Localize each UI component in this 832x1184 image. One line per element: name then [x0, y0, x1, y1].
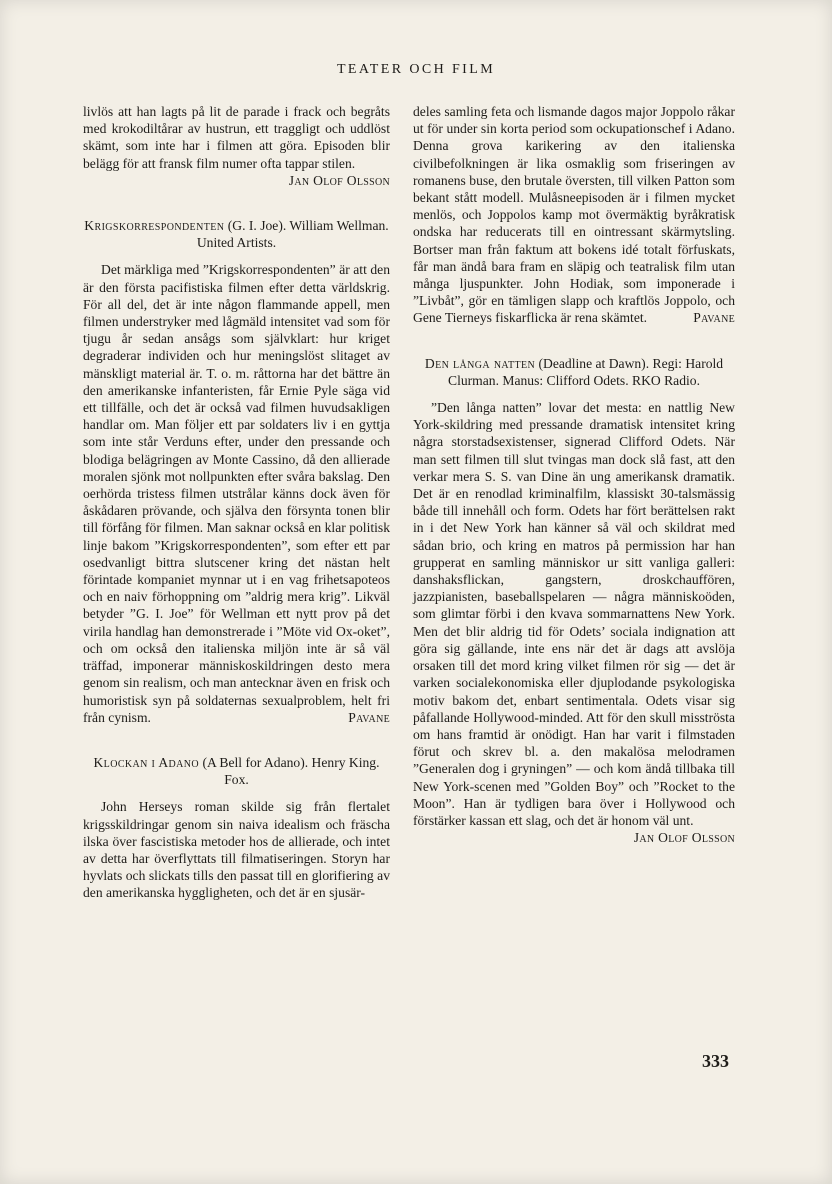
- film-title: Den långa natten: [424, 355, 536, 371]
- film-credits: (Deadline at Dawn). Regi: Harold Clurman. Manus: Clifford Odets. RKO Radio.: [448, 355, 724, 388]
- review-signature: Pavane: [693, 310, 735, 326]
- review-text: [413, 103, 735, 327]
- left-column: [83, 103, 390, 902]
- review-body: deles samling feta och lismande dagos major Joppolo råkar ut för under sin korta period som ockupationschef i Adano. Denna grova karikering av den italienska civilbefolkningen är lika osmaklig som friseringen av romanens buse, den brutale översten, till vilken Patton som bekant stått modell. Mulåsneepisoden är i filmen mycket menlös, och Joppolos kamp mot övermäktig byråkratisk ondska har reducerats till en ointressant skärmytsling. Bortser man från faktum att bokens idé totalt förfuskats, får man ändå bara fram en släpig och teatralisk film utan många ljuspunkter. John Hodiak, som imponerade i ”Livbåt”, gör en tämligen slapp och kraftlös Joppolo, och Gene Tierneys fiskarflicka är rena skämtet.: [413, 104, 735, 326]
- review-heading: [413, 355, 735, 389]
- review-signature: Pavane: [348, 709, 390, 725]
- review-text: livlös att han lagts på lit de parade i frack och begråts med krokodiltårar av hustrun, ett traggligt och uddlöst skämt, som inte har i filmen att göra. Episoden blir belägg för att fransk film numer ofta tappar stilen.: [83, 104, 390, 171]
- review-heading: [83, 217, 390, 251]
- review-text: [83, 261, 390, 725]
- page-number: 333: [702, 1051, 729, 1071]
- review-text: [413, 399, 735, 846]
- film-title: Klockan i Adano: [93, 754, 200, 770]
- film-title: Krigskorrespondenten: [84, 218, 225, 234]
- running-head: TEATER OCH FILM: [336, 62, 496, 77]
- review-text: John Herseys roman skilde sig från flertalet krigsskildringar genom sin naiva idealism och fräscha ilska över fascistiska metoder hos de allierade, och intet av detta har överflyttats till filmatiseringen. Storyn har hyvlats och slickats tills den passat till en glorifiering av den amerikanska hyggligheten, och det är en sjusär-: [83, 799, 390, 901]
- review-signature: Jan Olof Olsson: [288, 172, 390, 188]
- review-body: Det märkliga med ”Krigskorrespondenten” är att den är den första pacifistiska filmen efter detta världskrig. För all del, det är inte någon flammande appell, men filmen understryker med lågmäld intensitet vad som för tjugu år sedan ansågs som självklart: hur kriget degraderar individen och hur meningslöst slitaget av mänskligt material är. T. o. m. råttorna har det bättre än den amerikanske infanteristen, får Ernie Pyle säga vid ett tillfälle, och det är också vad filmen huvudsakligen handlar om. Man följer ett par soldaters liv i en gyttja som inte står Verduns efter, under den pressande och blodiga belägringen av Monte Cassino, då den allierade moralen sjönk mot nollpunkten efter svåra bakslag. Den oerhörda tristess filmen utstrålar känns dock även för åskådaren prövande, och själva den försynta tonen blir till förfång för filmen. Man saknar också en klar politisk linje bakom ”Krigskorrespondenten”, som efter ett par osedvanligt bittra slutscener kring det nästan helt förintade kompaniet mynnar ut i en vag frihetsapoteos och en naiv förhoppning om ”aldrig mera krig”. Likväl betyder ”G. I. Joe” för Wellman ett nytt prov på det virila handlag han demonstrerade i ”Möte vid Ox-oket”, och om också den italienska miljön inte är så väl träffad, imponerar människoskildringen desto mera genom sin realism, och man antecknar även en frisk och humoristisk syn på soldaternas sexualproblem, helt fri från cynism.: [83, 262, 390, 725]
- review-heading: [83, 754, 390, 788]
- film-credits: (A Bell for Adano). Henry King. Fox.: [202, 754, 380, 788]
- film-credits: (G. I. Joe). William Wellman. United Artists.: [196, 218, 389, 251]
- right-column: [413, 103, 735, 846]
- review-body: ”Den långa natten” lovar det mesta: en nattlig New York-skildring med pressande dramatisk intensitet kring några storstadsexistenser, signerad Clifford Odets. När man sett filmen till slut tvingas man dock slå fast, att den verkar mera S. S. van Dine än ung amerikansk dramatik. Det är en renodlad kriminalfilm, klassiskt 30-talsmässig både till innehåll och form. Odets har fört berättelsen rakt in i det New York han känner så väl och skildrat med sådan brio, och kring en matros på permission har han grupperat en samling människor ur sitt vanliga galleri: danshaksflickan, gangstern, droskchauffören, jazzpianisten, baseballspelaren — några människoöden, som glimtar förbi i den kvava sommarnattens New York. Men det blir aldrig tid för Odets’ sociala indignation att göra sig gällande, inte ens när det är dags att avslöja orsaken till det mord kring vilket filmen rör sig — det är varken socialekonomiska eller djuplodande psykologiska motiv bakom det, enbart sentimentala. Odets visar sig påfallande Hollywood-minded. Att för den skull misströsta om hans framtid är onödigt. Han har varit i filmstaden förut och skrev bl. a. den makalösa melodramen ”Generalen dog i gryningen” — och kom ändå tillbaka till New York-scenen med ”Golden Boy” och ”Rocket to the Moon”. Han är tydligen bara över i Hollywood och förstärker kassan ett slag, och det är honom väl unt.: [413, 400, 735, 828]
- review-signature: Jan Olof Olsson: [633, 830, 735, 846]
